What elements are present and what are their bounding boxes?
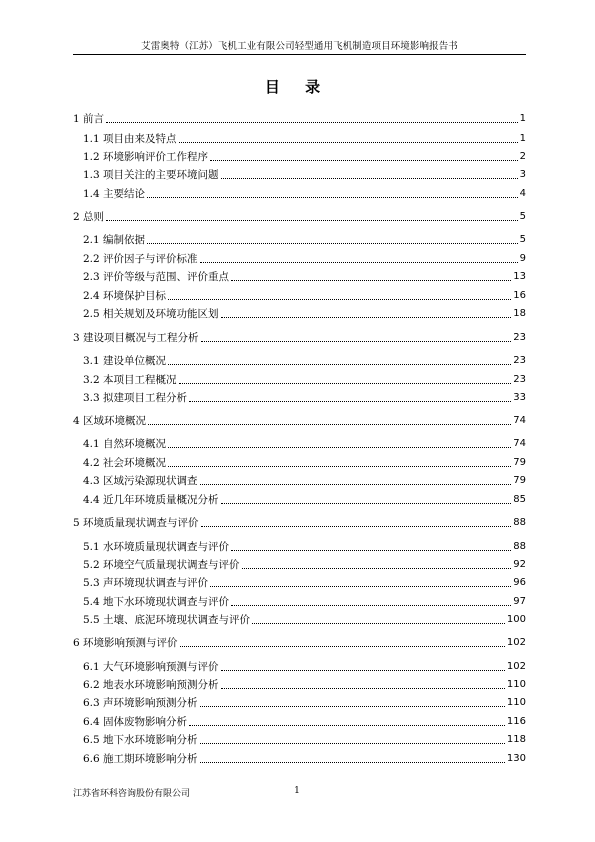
toc-dot-leader [106, 220, 518, 221]
toc-section-entry[interactable] [83, 694, 526, 710]
toc-entry-label: 6.2 地表水环境影响预测分析 [83, 679, 219, 691]
toc-dot-leader [231, 605, 511, 606]
toc-section-entry[interactable] [83, 166, 526, 182]
toc-dot-leader [179, 383, 512, 384]
toc-entry-label: 3.1 建设单位概况 [83, 355, 167, 367]
toc-entry-label: 1.3 项目关注的主要环境问题 [83, 169, 219, 181]
toc-dot-leader [106, 122, 518, 123]
toc-entry-page: 88 [513, 541, 526, 552]
toc-entry-page: 74 [513, 415, 526, 426]
toc-section-entry[interactable] [83, 287, 526, 303]
toc-section-entry[interactable] [83, 750, 526, 766]
toc-dot-leader [168, 466, 511, 467]
toc-dot-leader [221, 688, 505, 689]
toc-entry-page: 33 [513, 392, 526, 403]
toc-entry-label: 6.6 施工期环境影响分析 [83, 753, 198, 765]
toc-entry-label: 4 区域环境概况 [73, 415, 147, 427]
toc-entry-label: 2.4 环境保护目标 [83, 290, 167, 302]
toc-dot-leader [180, 646, 505, 647]
toc-entry-page: 74 [513, 438, 526, 449]
toc-dot-leader [168, 299, 511, 300]
footer-page-number: 1 [294, 786, 300, 796]
toc-entry-label: 2.3 评价等级与范围、评价重点 [83, 271, 230, 283]
toc-dot-leader [221, 670, 505, 671]
toc-dot-leader [200, 743, 505, 744]
toc-dot-leader [189, 725, 505, 726]
toc-entry-page: 92 [513, 559, 526, 570]
toc-section-entry[interactable] [83, 713, 526, 729]
toc-dot-leader [189, 401, 511, 402]
toc-section-entry[interactable] [83, 231, 526, 247]
toc-section-entry[interactable] [83, 538, 526, 554]
toc-chapter-entry[interactable] [73, 110, 526, 126]
toc-entry-page: 88 [513, 517, 526, 528]
toc-entry-page: 16 [513, 290, 526, 301]
toc-dot-leader [148, 424, 511, 425]
toc-dot-leader [147, 197, 518, 198]
toc-section-entry[interactable] [83, 148, 526, 164]
toc-dot-leader [201, 341, 512, 342]
toc-entry-page: 9 [519, 253, 526, 264]
toc-entry-page: 130 [506, 753, 526, 764]
toc-section-entry[interactable] [83, 250, 526, 266]
toc-dot-leader [168, 447, 511, 448]
toc-entry-page: 102 [506, 661, 526, 672]
toc-entry-label: 2.1 编制依据 [83, 234, 146, 246]
toc-entry-page: 110 [506, 697, 526, 708]
toc-section-entry[interactable] [83, 185, 526, 201]
toc-dot-leader [221, 317, 512, 318]
toc-section-entry[interactable] [83, 371, 526, 387]
toc-entry-label: 1.1 项目由来及特点 [83, 133, 177, 145]
toc-section-entry[interactable] [83, 556, 526, 572]
toc-entry-label: 1 前言 [73, 113, 105, 125]
toc-entry-page: 23 [513, 332, 526, 343]
toc-section-entry[interactable] [83, 268, 526, 284]
toc-entry-label: 6.3 声环境影响预测分析 [83, 697, 198, 709]
toc-dot-leader [168, 364, 511, 365]
toc-section-entry[interactable] [83, 731, 526, 747]
toc-section-entry[interactable] [83, 454, 526, 470]
toc-entry-page: 5 [519, 234, 526, 245]
toc-entry-label: 6 环境影响预测与评价 [73, 637, 178, 649]
toc-chapter-entry[interactable] [73, 208, 526, 224]
toc-entry-page: 1 [519, 133, 526, 144]
toc-section-entry[interactable] [83, 472, 526, 488]
toc-entry-page: 118 [506, 734, 526, 745]
toc-entry-label: 6.5 地下水环境影响分析 [83, 734, 198, 746]
toc-section-entry[interactable] [83, 305, 526, 321]
toc-entry-label: 3.2 本项目工程概况 [83, 374, 177, 386]
toc-entry-page: 96 [513, 577, 526, 588]
toc-dot-leader [242, 568, 512, 569]
toc-entry-page: 5 [519, 211, 526, 222]
toc-dot-leader [147, 243, 518, 244]
toc-section-entry[interactable] [83, 389, 526, 405]
toc-entry-page: 100 [506, 614, 526, 625]
toc-dot-leader [210, 586, 511, 587]
toc-entry-page: 116 [506, 716, 526, 727]
toc-dot-leader [200, 262, 518, 263]
toc-section-entry[interactable] [83, 491, 526, 507]
toc-entry-label: 6.1 大气环境影响预测与评价 [83, 661, 219, 673]
toc-dot-leader [221, 503, 512, 504]
toc-dot-leader [231, 280, 511, 281]
toc-entry-label: 2.5 相关规划及环境功能区划 [83, 308, 219, 320]
toc-dot-leader [201, 526, 512, 527]
toc-entry-page: 79 [513, 457, 526, 468]
toc-entry-label: 6.4 固体废物影响分析 [83, 716, 188, 728]
toc-entry-page: 23 [513, 374, 526, 385]
toc-section-entry[interactable] [83, 676, 526, 692]
toc-dot-leader [231, 550, 511, 551]
toc-entry-page: 102 [506, 637, 526, 648]
toc-dot-leader [179, 142, 518, 143]
toc-entry-page: 85 [513, 494, 526, 505]
toc-section-entry[interactable] [83, 611, 526, 627]
toc-section-entry[interactable] [83, 352, 526, 368]
toc-entry-label: 5.1 水环境质量现状调查与评价 [83, 541, 230, 553]
toc-entry-label: 4.4 近几年环境质量概况分析 [83, 494, 219, 506]
toc-entry-label: 3.3 拟建项目工程分析 [83, 392, 188, 404]
toc-entry-label: 2.2 评价因子与评价标准 [83, 253, 198, 265]
toc-entry-label: 1.2 环境影响评价工作程序 [83, 151, 209, 163]
toc-dot-leader [221, 178, 518, 179]
toc-section-entry[interactable] [83, 658, 526, 674]
toc-entry-page: 97 [513, 596, 526, 607]
toc-chapter-entry[interactable] [73, 329, 526, 345]
toc-entry-page: 2 [519, 151, 526, 162]
toc-dot-leader [252, 623, 505, 624]
toc-entry-page: 110 [506, 679, 526, 690]
footer-company: 江苏省环科咨询股份有限公司 [73, 789, 191, 799]
toc-entry-label: 4.3 区域污染源现状调查 [83, 475, 198, 487]
toc-dot-leader [200, 706, 505, 707]
toc-chapter-entry[interactable] [73, 412, 526, 428]
toc-section-entry[interactable] [83, 574, 526, 590]
toc-section-entry[interactable] [83, 593, 526, 609]
toc-entry-page: 23 [513, 355, 526, 366]
toc-entry-page: 13 [513, 271, 526, 282]
toc-chapter-entry[interactable] [73, 514, 526, 530]
toc-entry-page: 79 [513, 475, 526, 486]
toc-entry-label: 1.4 主要结论 [83, 188, 146, 200]
toc-entry-page: 18 [513, 308, 526, 319]
toc-entry-label: 5 环境质量现状调查与评价 [73, 517, 199, 529]
toc-entry-label: 5.3 声环境现状调查与评价 [83, 577, 209, 589]
toc-title: 目 录 [264, 78, 331, 96]
toc-entry-label: 4.1 自然环境概况 [83, 438, 167, 450]
running-header: 艾雷奥特（江苏）飞机工业有限公司轻型通用飞机制造项目环境影响报告书 [141, 41, 458, 52]
toc-dot-leader [210, 160, 518, 161]
toc-entry-label: 2 总则 [73, 211, 105, 223]
toc-chapter-entry[interactable] [73, 634, 526, 650]
toc-dot-leader [200, 762, 505, 763]
toc-entry-label: 5.4 地下水环境现状调查与评价 [83, 596, 230, 608]
toc-entry-label: 3 建设项目概况与工程分析 [73, 332, 199, 344]
toc-entry-label: 5.2 环境空气质量现状调查与评价 [83, 559, 240, 571]
toc-entry-label: 4.2 社会环境概况 [83, 457, 167, 469]
toc-entry-label: 5.5 土壤、底泥环境现状调查与评价 [83, 614, 251, 626]
toc-section-entry[interactable] [83, 435, 526, 451]
toc-entry-page: 1 [519, 113, 526, 124]
toc-section-entry[interactable] [83, 130, 526, 146]
toc-entry-page: 3 [519, 169, 526, 180]
toc-entry-page: 4 [519, 188, 526, 199]
toc-dot-leader [200, 484, 512, 485]
